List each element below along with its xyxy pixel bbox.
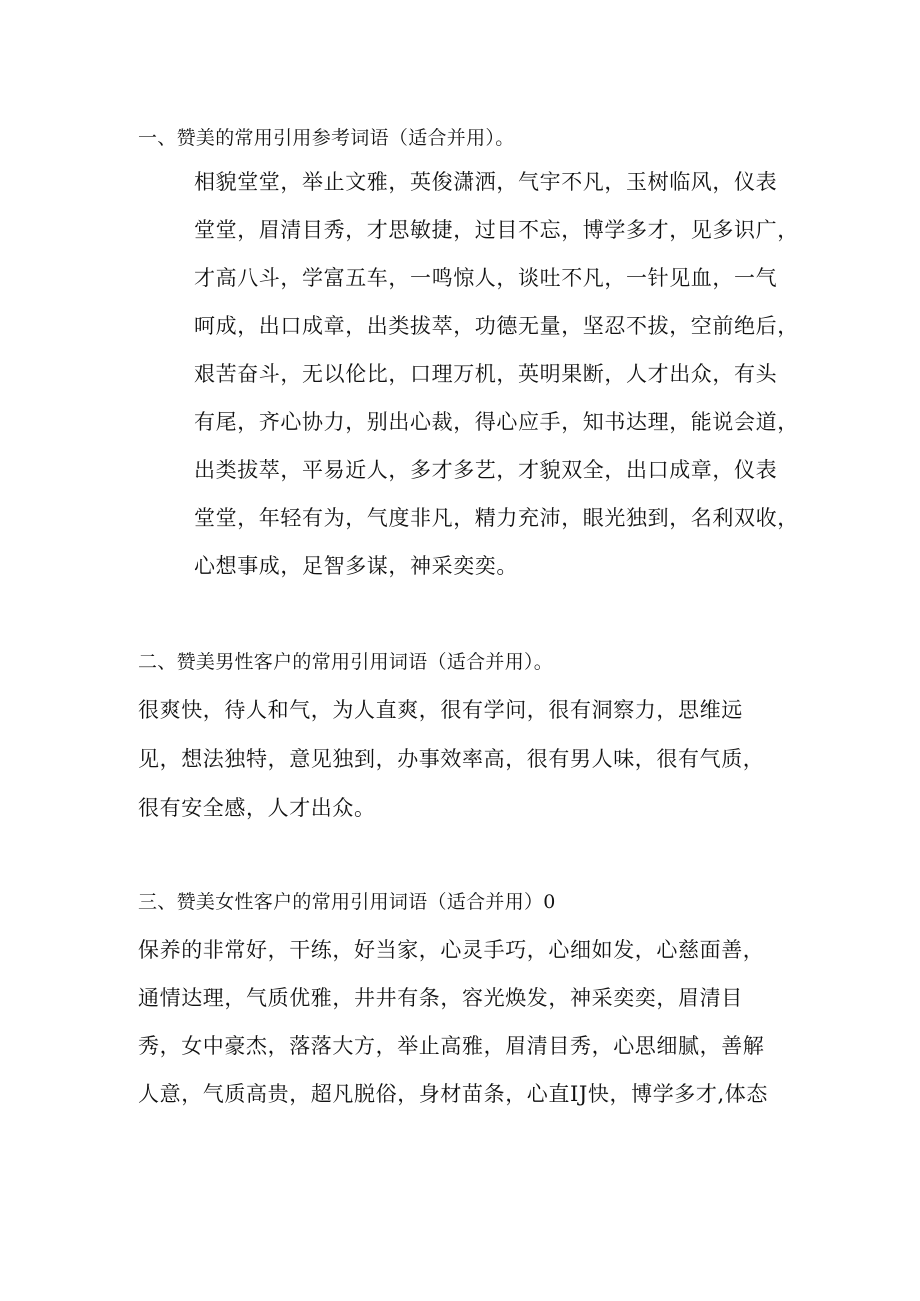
section-2-line-1: 很爽快，待人和气，为人直爽，很有学问，很有洞察力，思维远 <box>138 698 743 722</box>
section-2-line-3: 很有安全感，人才出众。 <box>138 796 376 820</box>
section-3-line-1: 保养的非常好，干练，好当家，心灵手巧，心细如发，心慈面善， <box>138 938 765 962</box>
section-1-line-1: 相貌堂堂，举止文雅，英俊潇洒，气宇不凡，玉树临风，仪表 <box>194 170 778 194</box>
section-1-line-9: 心想事成，足智多谋，神采奕奕。 <box>194 554 518 578</box>
section-1-heading: 一、赞美的常用引用参考词语（适合并用）。 <box>138 127 515 149</box>
section-1-line-5: 艰苦奋斗，无以伦比，口理万机，英明果断，人才出众，有头 <box>194 362 778 386</box>
section-1-line-8: 堂堂，年轻有为，气度非凡，精力充沛，眼光独到，名利双收， <box>194 506 799 530</box>
section-1-line-3: 才高八斗，学富五车，一鸣惊人，谈吐不凡，一针见血，一气 <box>194 266 778 290</box>
section-2-line-2: 见，想法独特，意见独到，办事效率高，很有男人味，很有气质， <box>138 747 765 771</box>
section-1-line-6: 有尾，齐心协力，别出心裁，得心应手，知书达理，能说会道， <box>194 410 799 434</box>
section-3-heading: 三、赞美女性客户的常用引用词语（适合并用）0 <box>138 891 556 913</box>
section-1-line-2: 堂堂，眉清目秀，才思敏捷，过目不忘，博学多才，见多识广， <box>194 218 799 242</box>
section-3-line-3: 秀，女中豪杰，落落大方，举止高雅，眉清目秀，心思细腻，善解 <box>138 1034 765 1058</box>
section-3-line-4: 人意，气质高贵，超凡脱俗，身材苗条，心直IJ快，博学多才,体态 <box>138 1082 768 1106</box>
section-2-heading: 二、赞美男性客户的常用引用词语（适合并用）。 <box>138 651 554 673</box>
section-3-line-2: 通情达理，气质优雅，井井有条，容光焕发，神采奕奕，眉清目 <box>138 986 743 1010</box>
section-1-line-4: 呵成，出口成章，出类拔萃，功德无量，坚忍不拔，空前绝后， <box>194 314 799 338</box>
section-1-line-7: 出类拔萃，平易近人，多才多艺，才貌双全，出口成章，仪表 <box>194 458 778 482</box>
